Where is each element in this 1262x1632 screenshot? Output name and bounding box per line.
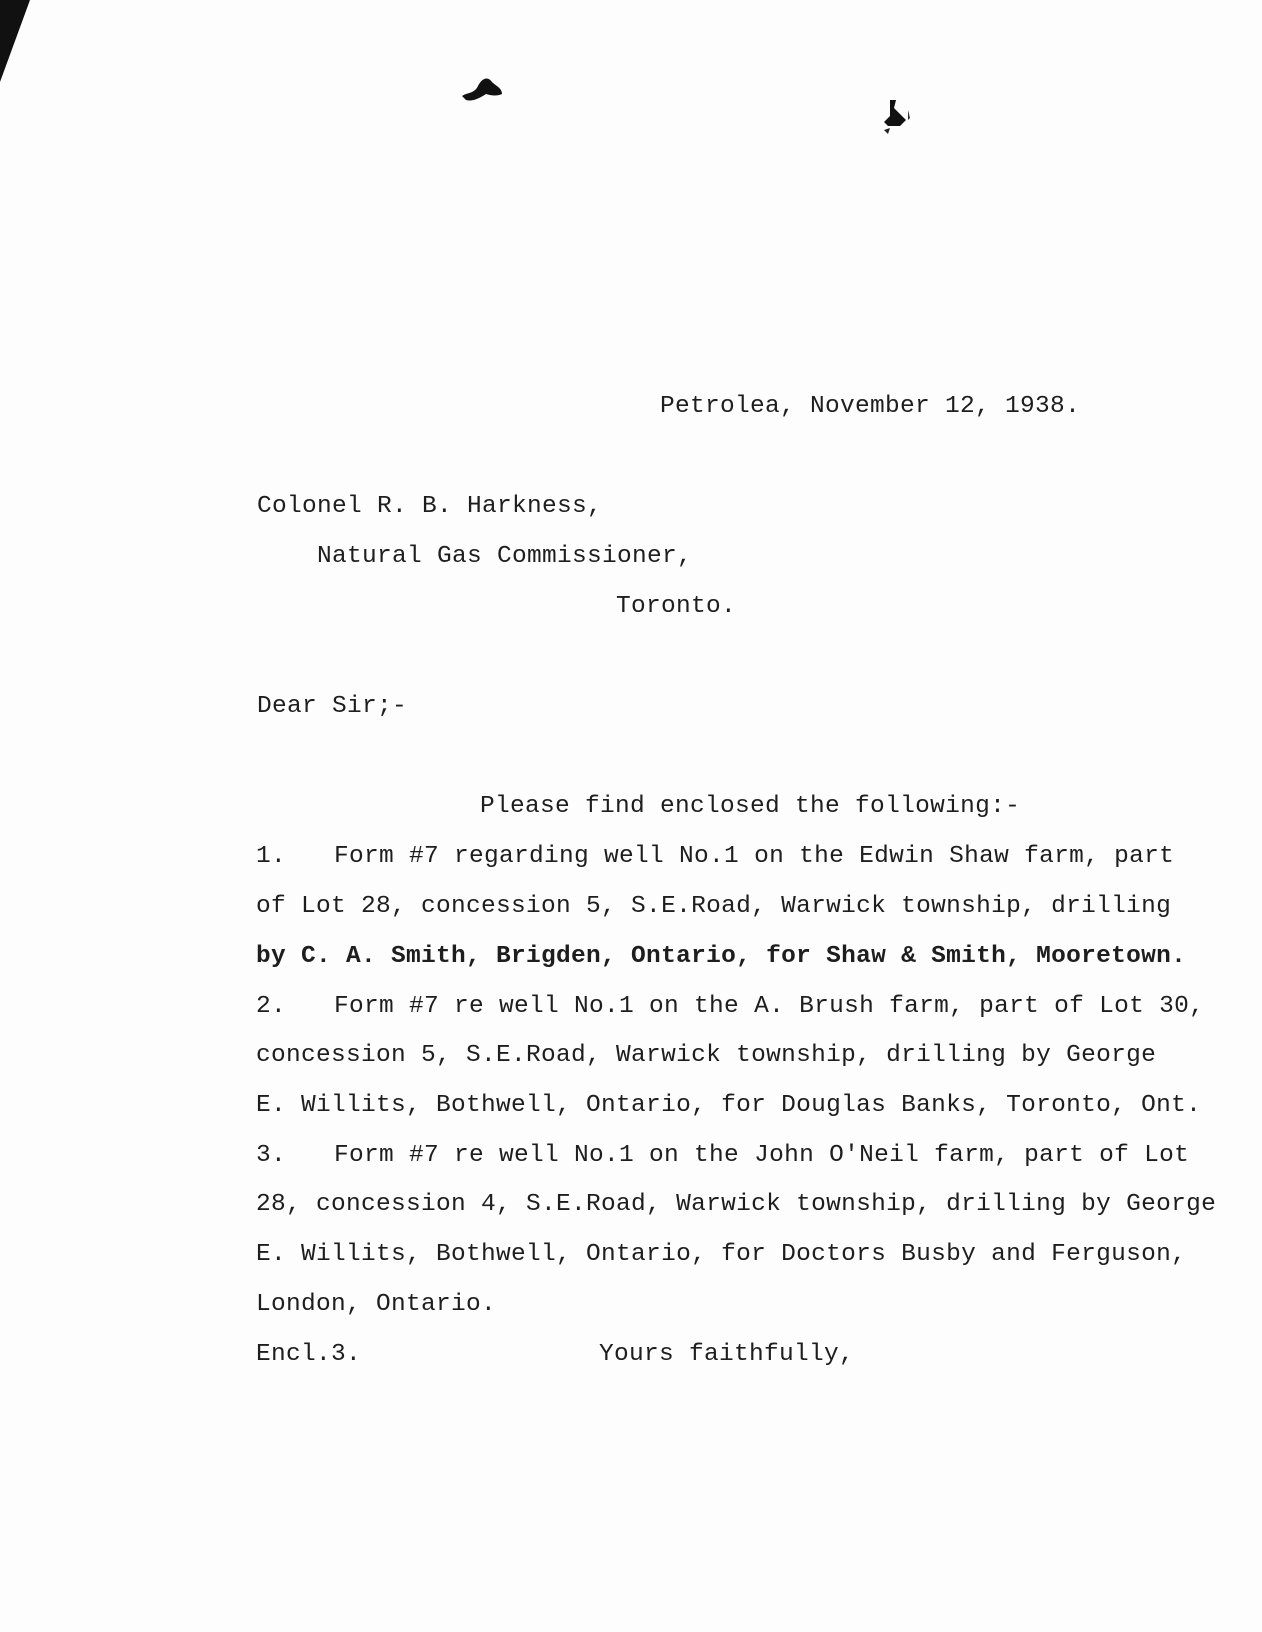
ink-blot-left bbox=[458, 72, 506, 106]
intro-line: Please find enclosed the following:- bbox=[480, 793, 1021, 820]
item-text: Form #7 re well No.1 on the A. Brush farm, part of Lot 30, bbox=[334, 993, 1205, 1020]
salutation: Dear Sir;- bbox=[257, 693, 408, 720]
item-number: 3. bbox=[256, 1142, 287, 1169]
enclosure-count: Encl.3. bbox=[256, 1341, 362, 1368]
enclosure-item-3-line-4: London, Ontario. bbox=[256, 1291, 497, 1318]
enclosure-item-3-line-2: 28, concession 4, S.E.Road, Warwick township, drilling by George bbox=[256, 1191, 1217, 1218]
item-number: 2. bbox=[256, 993, 287, 1020]
item-number: 1. bbox=[256, 843, 287, 870]
enclosure-item-3-line-1 bbox=[256, 1141, 1189, 1171]
enclosure-item-2-line-1 bbox=[256, 992, 1204, 1022]
item-text: Form #7 regarding well No.1 on the Edwin Shaw farm, part bbox=[334, 843, 1175, 870]
enclosure-item-1-line-2: of Lot 28, concession 5, S.E.Road, Warwick township, drilling bbox=[256, 893, 1172, 920]
enclosure-item-1-line-1 bbox=[256, 842, 1174, 872]
recipient-title: Natural Gas Commissioner, bbox=[317, 543, 693, 570]
letter-date: Petrolea, November 12, 1938. bbox=[660, 393, 1081, 420]
ink-blot-right bbox=[876, 96, 922, 142]
scan-corner-mark bbox=[0, 0, 40, 90]
closing: Yours faithfully, bbox=[599, 1341, 855, 1368]
recipient-city: Toronto. bbox=[616, 593, 737, 620]
recipient-name: Colonel R. B. Harkness, bbox=[257, 493, 603, 520]
item-text: Form #7 re well No.1 on the John O'Neil farm, part of Lot bbox=[334, 1142, 1190, 1169]
enclosure-item-2-line-3: E. Willits, Bothwell, Ontario, for Douglas Banks, Toronto, Ont. bbox=[256, 1092, 1202, 1119]
enclosure-item-3-line-3: E. Willits, Bothwell, Ontario, for Doctors Busby and Ferguson, bbox=[256, 1241, 1187, 1268]
enclosure-item-1-line-3: by C. A. Smith, Brigden, Ontario, for Shaw & Smith, Mooretown. bbox=[256, 943, 1187, 970]
enclosure-item-2-line-2: concession 5, S.E.Road, Warwick township, drilling by George bbox=[256, 1042, 1157, 1069]
